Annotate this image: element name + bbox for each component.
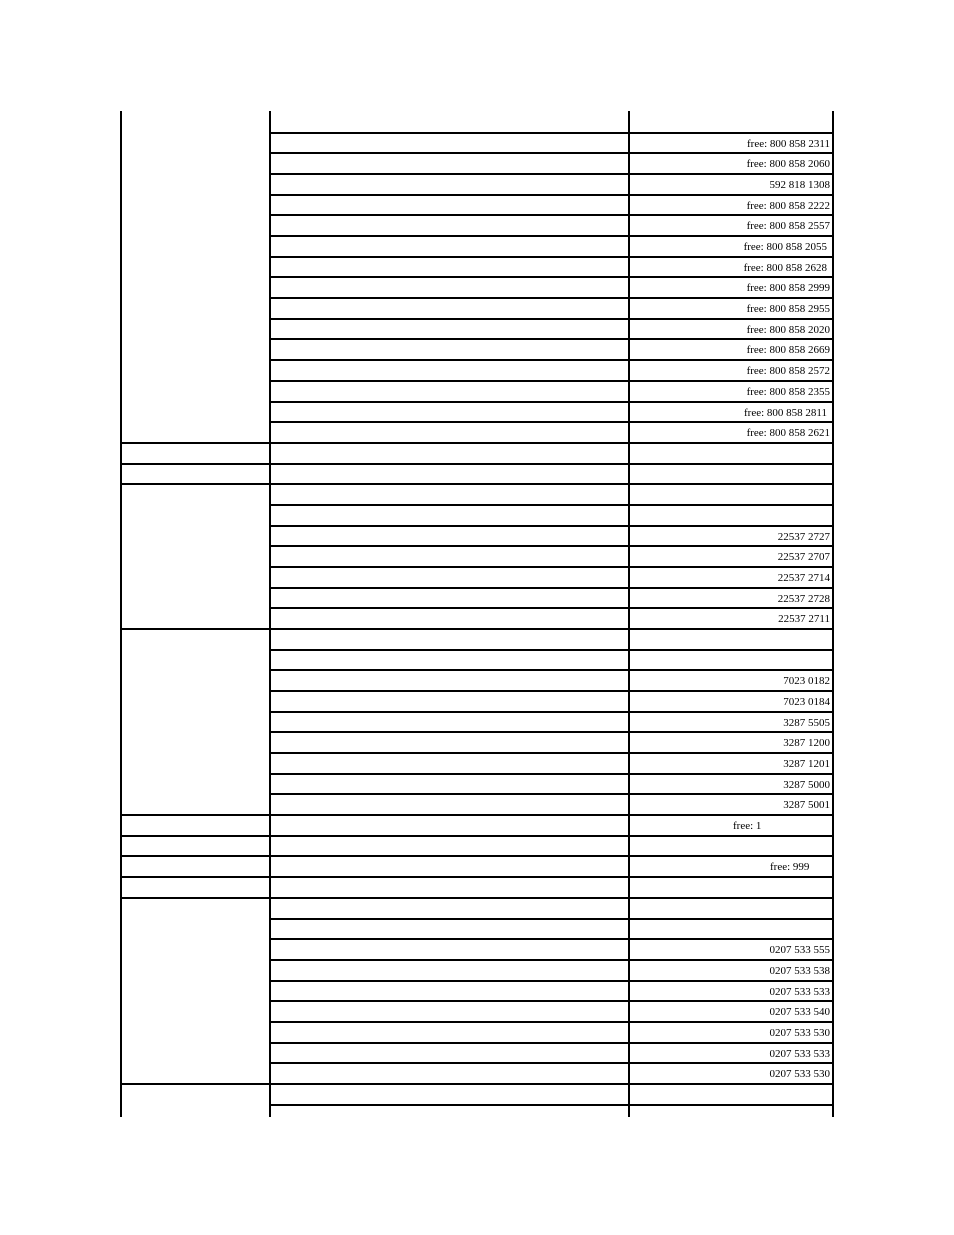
row-divider xyxy=(269,566,834,568)
phone-number: 22537 2711 xyxy=(778,613,830,625)
column-border-3 xyxy=(628,111,630,1117)
row-divider xyxy=(269,256,834,258)
row-divider xyxy=(269,938,834,940)
phone-number: free: 999 xyxy=(770,861,810,873)
phone-number: free: 800 858 2311 xyxy=(747,138,830,150)
phone-number: free: 800 858 2621 xyxy=(746,427,830,439)
row-divider xyxy=(269,359,834,361)
phone-number: 0207 533 533 xyxy=(769,1048,830,1060)
phone-number: free: 800 858 2999 xyxy=(746,282,830,294)
phone-number: free: 800 858 2955 xyxy=(746,303,830,315)
phone-number: 0207 533 555 xyxy=(769,944,830,956)
row-divider xyxy=(269,276,834,278)
row-divider xyxy=(269,731,834,733)
row-divider xyxy=(269,793,834,795)
group-divider xyxy=(120,442,834,444)
group-divider xyxy=(120,876,834,878)
phone-number: 7023 0184 xyxy=(783,696,830,708)
phone-number: free: 800 858 2060 xyxy=(746,158,830,170)
group-divider xyxy=(120,483,834,485)
row-divider xyxy=(269,1062,834,1064)
phone-number: free: 1 xyxy=(733,820,762,832)
phone-number: 22537 2714 xyxy=(777,572,830,584)
group-divider xyxy=(120,814,834,816)
row-divider xyxy=(269,690,834,692)
row-divider xyxy=(269,132,834,134)
phone-number: 3287 5000 xyxy=(783,779,830,791)
column-border-1 xyxy=(120,111,122,1117)
phone-number: 0207 533 530 xyxy=(769,1068,830,1080)
row-divider xyxy=(269,214,834,216)
phone-number: 22537 2728 xyxy=(777,593,830,605)
phone-number: 3287 1201 xyxy=(783,758,830,770)
row-divider xyxy=(269,235,834,237)
row-divider xyxy=(269,669,834,671)
phone-number: free: 800 858 2020 xyxy=(746,324,830,336)
phone-number: 22537 2707 xyxy=(777,551,830,563)
row-divider xyxy=(269,1042,834,1044)
phone-number: 0207 533 538 xyxy=(769,965,830,977)
row-divider xyxy=(269,504,834,506)
phone-number: 3287 1200 xyxy=(783,737,830,749)
row-divider xyxy=(269,980,834,982)
phone-number: free: 800 858 2572 xyxy=(746,365,830,377)
phone-number: 3287 5505 xyxy=(783,717,830,729)
row-divider xyxy=(269,338,834,340)
row-divider xyxy=(269,752,834,754)
row-divider xyxy=(269,607,834,609)
row-divider xyxy=(269,1021,834,1023)
row-divider xyxy=(269,711,834,713)
phone-number: free: 800 858 2557 xyxy=(746,220,830,232)
group-divider xyxy=(120,1083,834,1085)
group-divider xyxy=(120,835,834,837)
group-divider xyxy=(120,628,834,630)
row-divider xyxy=(269,297,834,299)
phone-number: 3287 5001 xyxy=(783,799,830,811)
phone-number: 0207 533 530 xyxy=(769,1027,830,1039)
group-divider xyxy=(120,897,834,899)
phone-number: free: 800 858 2222 xyxy=(746,200,830,212)
group-divider xyxy=(120,463,834,465)
row-divider xyxy=(269,773,834,775)
row-divider xyxy=(269,525,834,527)
column-border-4 xyxy=(832,111,834,1117)
group-divider xyxy=(120,855,834,857)
phone-number: free: 800 858 2055 xyxy=(743,241,827,253)
phone-number: free: 800 858 2355 xyxy=(746,386,830,398)
row-divider xyxy=(269,587,834,589)
row-divider xyxy=(269,649,834,651)
column-border-2 xyxy=(269,111,271,1117)
row-divider xyxy=(269,959,834,961)
row-divider xyxy=(269,194,834,196)
row-divider xyxy=(269,401,834,403)
row-divider xyxy=(269,380,834,382)
phone-number: free: 800 858 2811 xyxy=(744,407,827,419)
row-divider xyxy=(269,545,834,547)
phone-number: 22537 2727 xyxy=(777,531,830,543)
phone-number: 592 818 1308 xyxy=(769,179,830,191)
row-divider xyxy=(269,421,834,423)
phone-number: 0207 533 540 xyxy=(769,1006,830,1018)
phone-number: free: 800 858 2669 xyxy=(746,344,830,356)
row-divider xyxy=(269,152,834,154)
phone-number: 0207 533 533 xyxy=(769,986,830,998)
phone-number: 7023 0182 xyxy=(783,675,830,687)
row-divider xyxy=(269,173,834,175)
row-divider xyxy=(269,1000,834,1002)
row-divider xyxy=(269,318,834,320)
phone-number: free: 800 858 2628 xyxy=(743,262,827,274)
row-divider xyxy=(269,1104,834,1106)
row-divider xyxy=(269,918,834,920)
